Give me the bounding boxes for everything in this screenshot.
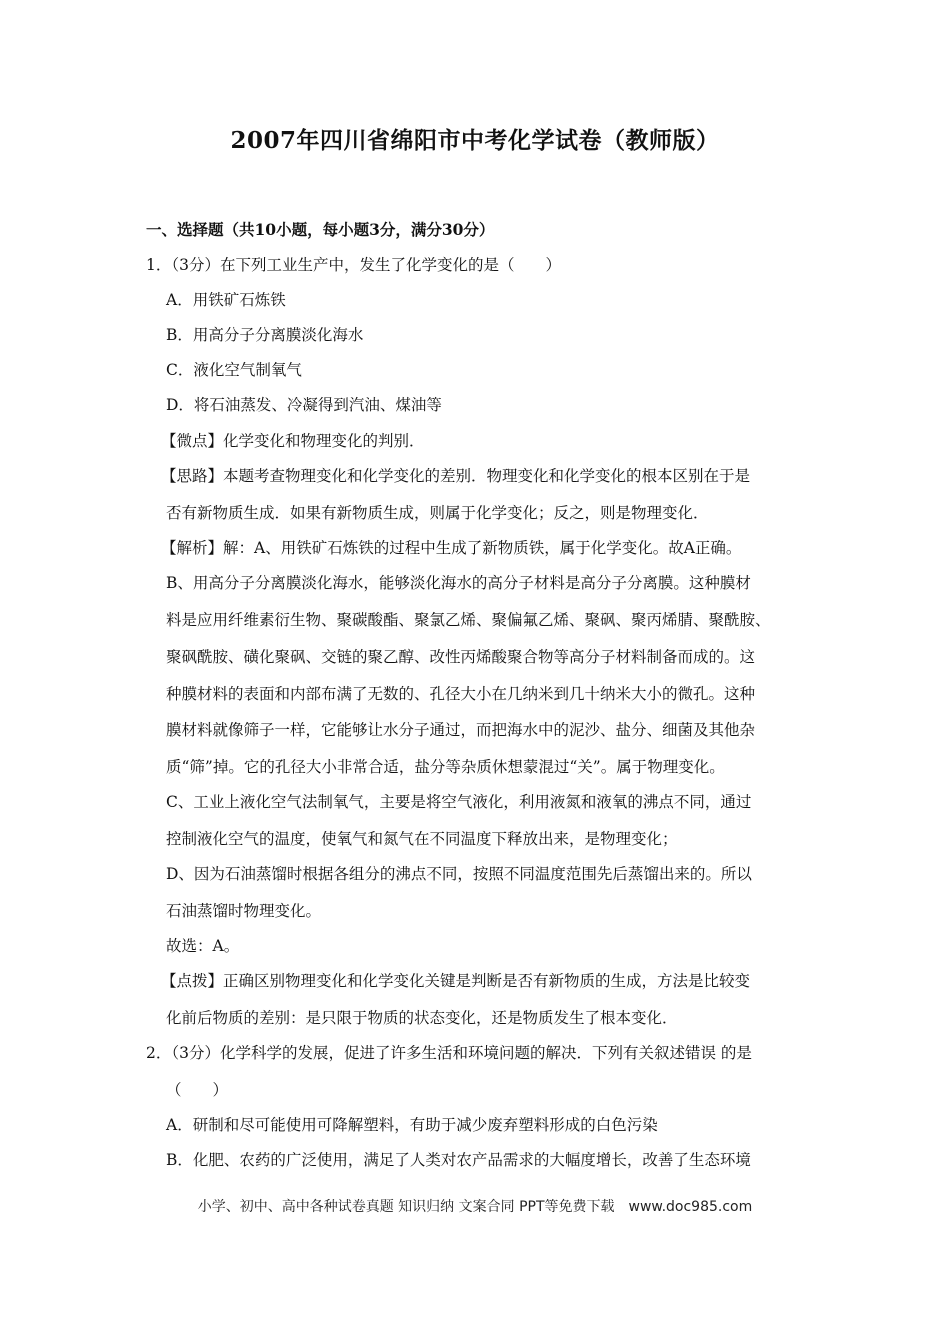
q1-tip-line: 化前后物质的差别：是只限于物质的状态变化，还是物质发生了根本变化． [166, 1009, 678, 1027]
q1-analysis-line: 质“筛”掉。它的孔径大小非常合适，盐分等杂质休想蒙混过“关”。属于物理变化。 [166, 758, 725, 776]
q2-option-a: A．研制和尽可能使用可降解塑料，有助于减少废弃塑料形成的白色污染 [166, 1116, 658, 1134]
q1-tip-line: 【点拨】正确区别物理变化和化学变化关键是判断是否有新物质的生成，方法是比较变 [161, 972, 751, 990]
section-heading: 一、选择题（共10小题，每小题3分，满分30分） [146, 220, 495, 239]
q1-analysis-line: 种膜材料的表面和内部布满了无数的、孔径大小在几纳米到几十纳米大小的微孔。这种 [166, 685, 756, 703]
q1-analysis-line: 石油蒸馏时物理变化。 [166, 902, 322, 920]
q1-option-c: C．液化空气制氧气 [166, 361, 302, 379]
q1-analysis-line: D、因为石油蒸馏时根据各组分的沸点不同，按照不同温度范围先后蒸馏出来的。所以 [166, 865, 752, 883]
q1-analysis-line: B、用高分子分离膜淡化海水，能够淡化海水的高分子材料是高分子分离膜。这种膜材 [166, 574, 751, 592]
q2-option-b: B．化肥、农药的广泛使用，满足了人类对农产品需求的大幅度增长，改善了生态环境 [166, 1151, 751, 1169]
q1-analysis-line: 控制液化空气的温度，使氧气和氮气在不同温度下释放出来，是物理变化； [166, 830, 678, 848]
question-2-paren: （ ） [166, 1081, 229, 1099]
q1-analysis-line: 聚砜酰胺、磺化聚砜、交链的聚乙醇、改性丙烯酸聚合物等高分子材料制备而成的。这 [166, 648, 756, 666]
q1-analysis-line: C、工业上液化空气法制氧气，主要是将空气液化，利用液氮和液氧的沸点不同，通过 [166, 793, 752, 811]
q1-analysis-line: 膜材料就像筛子一样，它能够让水分子通过，而把海水中的泥沙、盐分、细菌及其他杂 [166, 721, 756, 739]
q1-thinking-line: 否有新物质生成．如果有新物质生成，则属于化学变化；反之，则是物理变化． [166, 504, 709, 522]
question-1-stem: 1．（3分）在下列工业生产中，发生了化学变化的是（ ） [146, 256, 561, 274]
q1-thinking-line: 【思路】本题考查物理变化和化学变化的差别．物理变化和化学变化的根本区别在于是 [161, 467, 751, 485]
q1-option-a: A．用铁矿石炼铁 [166, 291, 286, 309]
q1-analysis-line: 【解析】解：A、用铁矿石炼铁的过程中生成了新物质铁，属于化学变化。故A正确。 [161, 539, 742, 557]
q1-answer: 故选：A。 [166, 937, 240, 955]
page-footer: 小学、初中、高中各种试卷真题 知识归纳 文案合同 PPT等免费下载 www.doc985.com [197, 1199, 753, 1215]
q1-analysis-line: 料是应用纤维素衍生物、聚碳酸酯、聚氯乙烯、聚偏氟乙烯、聚砜、聚丙烯腈、聚酰胺、 [166, 611, 771, 629]
question-2-stem: 2．（3分）化学科学的发展，促进了许多生活和环境问题的解决．下列有关叙述错误 的是 [146, 1044, 752, 1062]
q1-option-d: D．将石油蒸发、冷凝得到汽油、煤油等 [166, 396, 442, 414]
q1-point: 【微点】化学变化和物理变化的判别． [161, 432, 425, 450]
q1-option-b: B．用高分子分离膜淡化海水 [166, 326, 364, 344]
document-title: 2007年四川省绵阳市中考化学试卷（教师版） [230, 127, 720, 154]
